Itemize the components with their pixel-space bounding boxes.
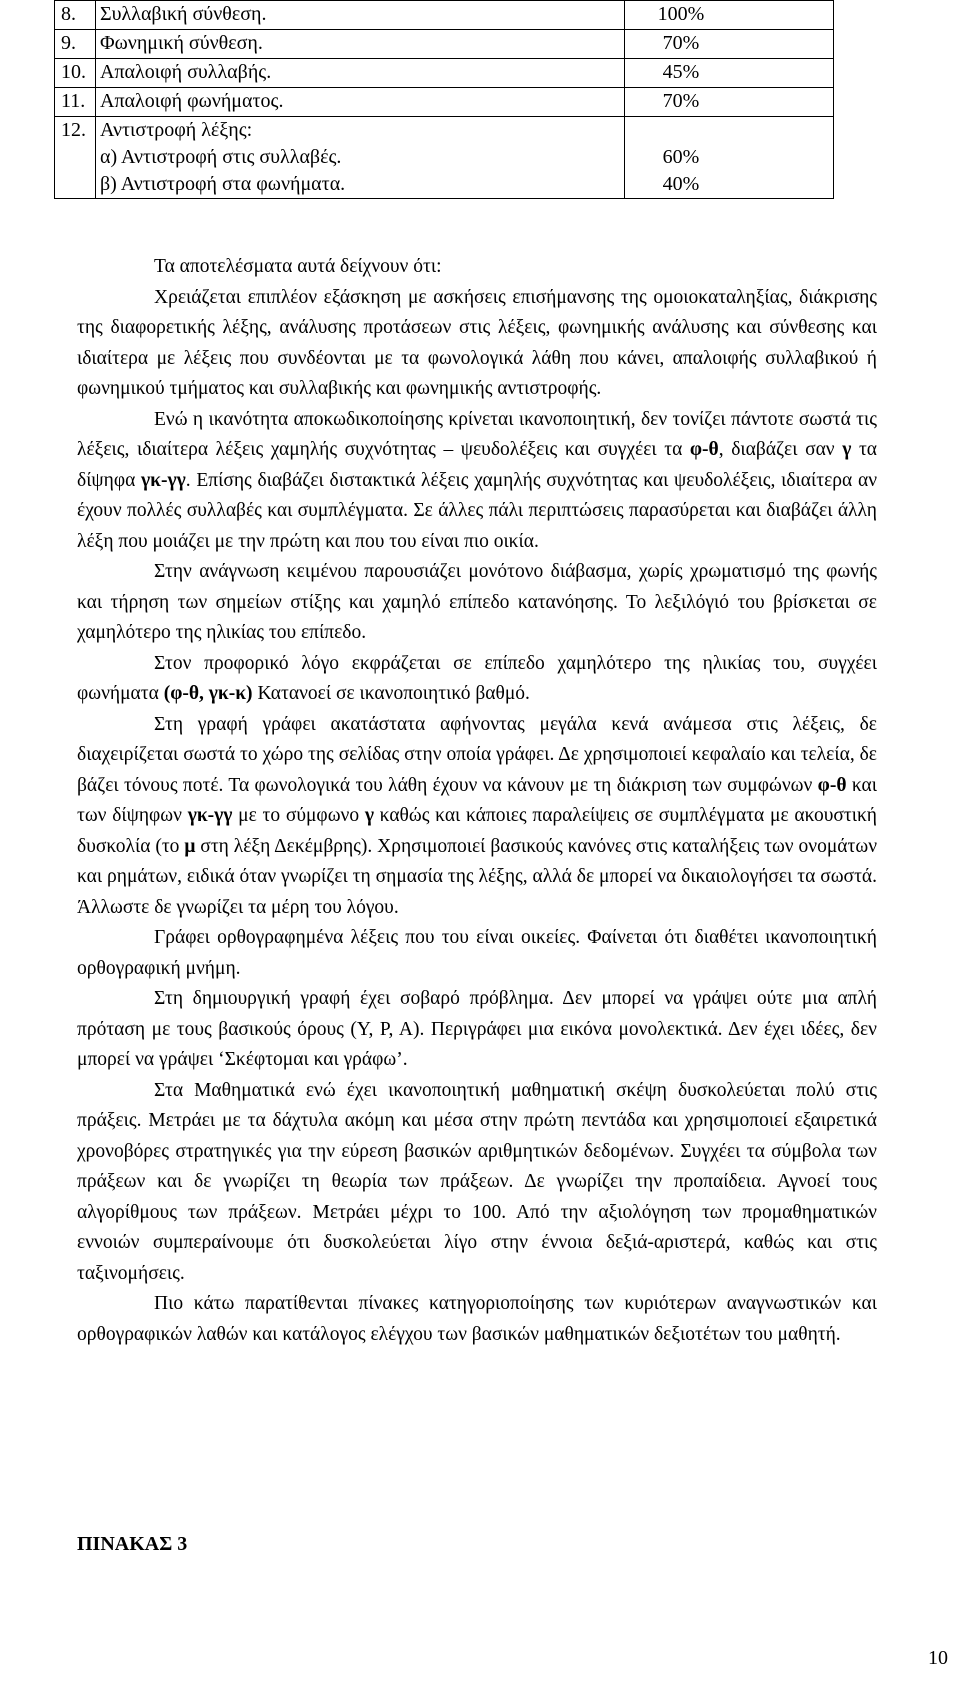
paragraph: Στη δημιουργική γραφή έχει σοβαρό πρόβλημα. Δεν μπορεί να γράψει ούτε μια απλή πρόταση με τους βασικούς όρους (Υ, Ρ, Α). Περιγράφει μια εικόνα μονολεκτικά. Δεν έχει ιδέες, δεν μπορεί να γράψει ‘Σκέφτομαι και γράφω’. [77, 988, 877, 1070]
row-label: Απαλοιφή φωνήματος. [96, 88, 625, 117]
results-table [54, 0, 834, 199]
row-percent: 100% [625, 1, 834, 30]
table-row [55, 1, 834, 30]
paragraph: Στην ανάγνωση κειμένου παρουσιάζει μονότονο διάβασμα, χωρίς χρωματισμό της φωνής και τήρηση των σημείων στίξης και χαμηλό επίπεδο κατανόησης. Το λεξιλόγιό του βρίσκεται σε χαμηλότερο της ηλικίας του επίπεδο. [77, 561, 877, 643]
paragraph: Γράφει ορθογραφημένα λέξεις που του είναι οικείες. Φαίνεται ότι διαθέτει ικανοποιητική ορθογραφική μνήμη. [77, 927, 877, 979]
document-body [77, 252, 877, 1350]
paragraph: Στη γραφή γράφει ακατάστατα αφήνοντας μεγάλα κενά ανάμεσα στις λέξεις, δε διαχειρίζεται σωστά το χώρο της σελίδας στην οποία γράφει. Δε χρησιμοποιεί κεφαλαίο και τελεία, δε βάζει τόνους ποτέ. Τα φωνολογικά του λάθη έχουν να κάνουν με τη διάκριση των συμφώνων φ-θ και των δίψηφων γκ-γγ με το σύμφωνο γ καθώς και κάποιες παραλείψεις σε συμπλέγματα με ακουστική δυσκολία (το μ στη λέξη Δεκέμβρης). Χρησιμοποιεί βασικούς κανόνες στις καταλήξεις των ονομάτων και ρημάτων, ειδικά όταν γνωρίζει τη σημασία της λέξης, αλλά δε μπορεί να δικαιολογήσει τα σωστά. Άλλωστε δε γνωρίζει τα μέρη του λόγου. [77, 713, 878, 918]
row-label: Συλλαβική σύνθεση. [96, 1, 625, 30]
page-number: 10 [928, 1647, 948, 1669]
row-percent: 70% [625, 30, 834, 59]
row-label-group [96, 117, 625, 199]
table-row [55, 59, 834, 88]
paragraph-intro: Τα αποτελέσματα αυτά δείχνουν ότι: [154, 256, 442, 277]
row-number: 11. [55, 88, 96, 117]
row-percent: 45% [625, 59, 834, 88]
paragraph: Στα Μαθηματικά ενώ έχει ικανοποιητική μαθηματική σκέψη δυσκολεύεται πολύ στις πράξεις. Μετράει με τα δάχτυλα ακόμη και μέσα στην πρώτη πεντάδα και χρησιμοποιεί εξαιρετικά χρονοβόρες στρατηγικές για την εύρεση βασικών αριθμητικών δεδομένων. Συγχέει τα σύμβολα των πράξεων και δε γνωρίζει τη θεωρία των πράξεων. Δε γνωρίζει την προπαίδεια. Αγνοεί τους αλγορίθμους των πράξεων. Μετράει μέχρι το 100. Από την αξιολόγηση των προμαθηματικών εννοιών συμπεραίνουμε ότι δυσκολεύεται λίγο στην έννοια δεξιά-αριστερά, καθώς και στις ταξινομήσεις. [77, 1079, 877, 1284]
paragraph: Ενώ η ικανότητα αποκωδικοποίησης κρίνεται ικανοποιητική, δεν τονίζει πάντοτε σωστά τις λέξεις, ιδιαίτερα λέξεις χαμηλής συχνότητας – ψευδολέξεις και συγχέει τα φ-θ, διαβάζει σαν γ τα δίψηφα γκ-γγ. Επίσης διαβάζει διστακτικά λέξεις χαμηλής συχνότητας και ψευδολέξεις, ιδιαίτερα αν έχουν πολλές συλλαβές και συμπλέγματα. Σε άλλες πάλι περιπτώσεις παρασύρεται και διαβάζει άλλη λέξη που μοιάζει με την πρώτη και που του είναι πιο οικία. [77, 408, 878, 552]
row-percent: 70% [625, 88, 834, 117]
row-label: Απαλοιφή συλλαβής. [96, 59, 625, 88]
table-row [55, 88, 834, 117]
row-sublabel-b: β) Αντιστροφή στα φωνήματα. [100, 173, 346, 195]
paragraph: Πιο κάτω παρατίθενται πίνακες κατηγοριοποίησης των κυριότερων αναγνωστικών και ορθογραφικών λαθών και κατάλογος ελέγχου των βασικών μαθηματικών δεξιοτέτων του μαθητή. [77, 1293, 877, 1345]
row-number: 9. [55, 30, 96, 59]
table-row [55, 30, 834, 59]
row-percent-group [625, 117, 834, 199]
row-number: 8. [55, 1, 96, 30]
table-heading: ΠΙΝΑΚΑΣ 3 [77, 1533, 188, 1555]
paragraph: Στον προφορικό λόγο εκφράζεται σε επίπεδο χαμηλότερο της ηλικίας του, συγχέει φωνήματα (φ-θ, γκ-κ) Κατανοεί σε ικανοποιητικό βαθμό. [77, 652, 877, 704]
paragraph: Χρειάζεται επιπλέον εξάσκηση με ασκήσεις επισήμανσης της ομοιοκαταληξίας, διάκρισης της διαφορετικής λέξης, ανάλυσης προτάσεων στις λέξεις, φωνημικής ανάλυσης και σύνθεσης και ιδιαίτερα με λέξεις που συνδέονται με τα φωνολογικά λάθη που κάνει, απαλοιφής συλλαβικού ή φωνημικού τμήματος και συλλαβικής και φωνημικής αντιστροφής. [77, 286, 877, 399]
table-row [55, 117, 834, 199]
row-sublabel-a: α) Αντιστροφή στις συλλαβές. [100, 146, 342, 168]
row-number: 12. [55, 117, 96, 199]
row-label: Αντιστροφή λέξης: [100, 119, 253, 141]
row-percent-b: 40% [662, 173, 700, 195]
row-label: Φωνημική σύνθεση. [96, 30, 625, 59]
row-number: 10. [55, 59, 96, 88]
row-percent-a: 60% [662, 146, 700, 168]
